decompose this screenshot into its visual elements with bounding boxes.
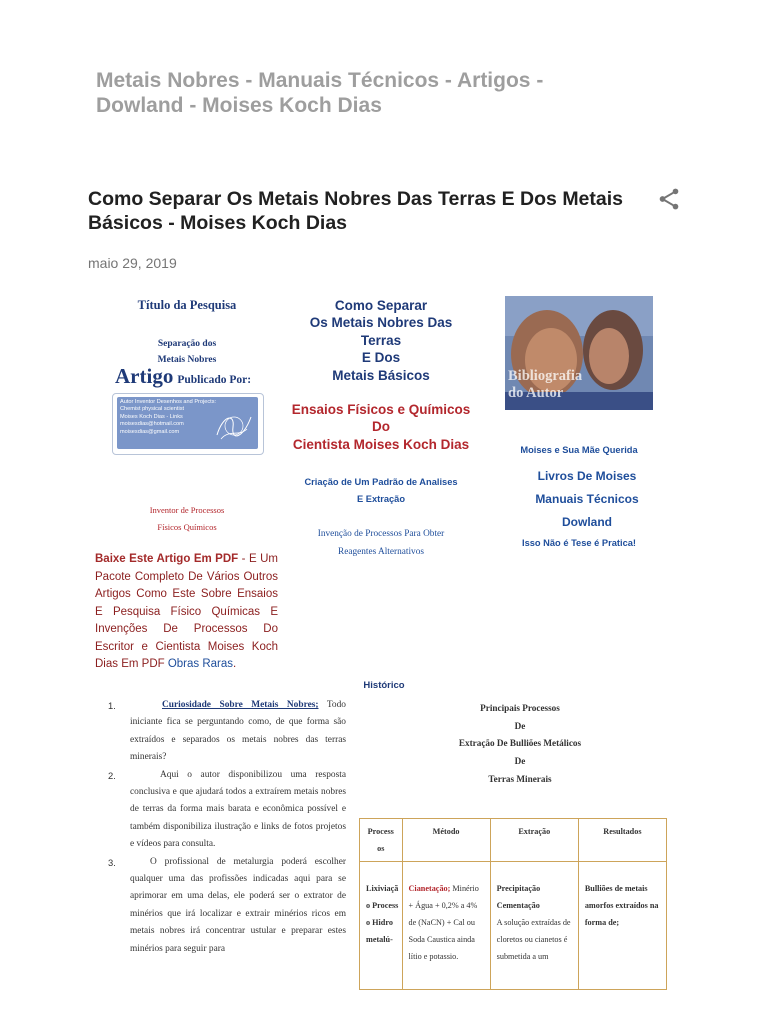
post-title-line1: Como Separar Os Metais Nobres Das Terras E Dos Metais: [88, 188, 624, 210]
research-title: Título da Pesquisa: [137, 298, 237, 312]
table-header-row: [360, 819, 667, 862]
obras-raras-link[interactable]: Obras Raras: [167, 658, 234, 670]
principais-heading: [400, 700, 640, 789]
essays-line3: Cientista Moises Koch Dias: [292, 436, 470, 452]
dowland-link[interactable]: Dowland: [562, 515, 612, 529]
pdf-download-lead[interactable]: Baixe Este Artigo Em PDF: [95, 553, 239, 565]
list-item: [96, 767, 346, 854]
cert-line1: Autor Inventor Desenhos and Projects:: [120, 399, 217, 405]
manuals-link[interactable]: Manuais Técnicos: [535, 492, 639, 506]
books-link[interactable]: Livros De Moises: [537, 469, 637, 483]
cert-line2: Chemist physical scientist: [120, 406, 185, 413]
photo-label-line2: do Autor: [508, 385, 564, 401]
share-icon[interactable]: [656, 186, 682, 212]
blog-title[interactable]: [96, 68, 656, 118]
essays-heading: [281, 401, 481, 453]
center-title-line1: Como Separar: [334, 298, 428, 313]
principais-line1: Principais Processos: [480, 703, 560, 713]
curiosity-list: [96, 697, 346, 958]
invention-line2: Reagentes Alternativos: [338, 546, 424, 557]
processes-table: [359, 818, 667, 990]
signature-mark: [213, 409, 255, 445]
artigo-label: Artigo: [115, 364, 174, 388]
table-cell-process: Lixiviação Processo Hidrometalú-: [360, 862, 403, 990]
center-title-line2: Os Metais Nobres Das: [309, 315, 453, 331]
essays-line2: Do: [372, 419, 390, 435]
list-item: [96, 854, 346, 958]
creation-line2: E Extração: [356, 494, 406, 504]
published-by-label: Publicado Por:: [177, 374, 252, 386]
invention-label: [286, 526, 476, 561]
method-text: Minério + Água + 0,2% a 4% de (NaCN) + Cal ou Soda Caustica ainda lítio e potassio.: [408, 884, 479, 961]
table-header-resultados: Resultados: [578, 819, 666, 862]
creation-line1: Criação de Um Padrão de Analises: [304, 477, 458, 487]
inventor-line2: Físicos Químicos: [157, 522, 217, 532]
center-title-line3: Terras: [360, 332, 402, 348]
author-certificate-image: [112, 393, 264, 455]
principais-line2: De: [514, 720, 526, 731]
creation-label: [286, 474, 476, 508]
post-date[interactable]: maio 29, 2019: [88, 255, 177, 271]
research-subject-line1: Separação dos: [157, 339, 217, 349]
table-header-metodo: Método: [402, 819, 490, 862]
photo-label-line1: Bibliografia: [508, 368, 583, 384]
post-title-line2: Básicos - Moises Koch Dias: [88, 212, 348, 234]
pdf-download-end: .: [233, 658, 237, 670]
principais-line3: Extração De Bulliões Metálicos: [458, 738, 582, 749]
historico-heading: Histórico: [363, 680, 405, 691]
list-item-text: Todo iniciante fica se perguntando como, de que forma são extraídos e separados os metais nobres das terras minerais?: [130, 700, 346, 763]
table-header-extracao: Extração: [490, 819, 578, 862]
extraction-text: A solução extraídas de cloretos ou cianetos é submetida a um: [496, 918, 571, 961]
list-item-lead: Curiosidade Sobre Metais Nobres;: [162, 700, 319, 710]
inventor-line1: Inventor de Processos: [149, 505, 225, 515]
table-header-processos: Process os: [360, 819, 403, 862]
cert-line5: moisesdias@gmail.com: [120, 428, 180, 435]
author-photo: [505, 296, 653, 410]
photo-caption: Moises e Sua Mãe Querida: [520, 445, 638, 455]
pdf-download-body: - E Um Pacote Completo De Vários Outros Artigos Como Este Sobre Ensaios E Pesquisa Físico Químicas E Invenções De Processos Do Escritor e Cientista Moises Koch Dias Em PDF: [95, 553, 278, 670]
essays-line1: Ensaios Físicos e Químicos: [291, 402, 471, 417]
list-item: [96, 697, 346, 767]
principais-line4: De: [514, 756, 526, 767]
table-cell-method: [402, 862, 490, 990]
list-item-number: 3.: [108, 856, 116, 868]
certificate-card: [117, 397, 258, 449]
center-title-line5: Metais Básicos: [332, 367, 430, 383]
table-cell-extraction: [490, 862, 578, 990]
table-cell-results: Bulliões de metais amorfos extraídos na forma de;: [578, 862, 666, 990]
post-title: [88, 187, 648, 235]
principais-line5: Terras Minerais: [488, 773, 552, 784]
table-row: [360, 862, 667, 990]
extraction-lead: Precipitação Cementação: [496, 884, 541, 910]
books-links[interactable]: [500, 465, 674, 534]
photo-label: [508, 368, 582, 402]
published-by: [115, 364, 275, 389]
tagline: Isso Não é Tese é Pratica!: [521, 538, 637, 548]
method-lead: Cianetação;: [408, 884, 451, 893]
cert-line3: Moises Koch Dias - Links: [120, 413, 183, 420]
share-button[interactable]: [656, 186, 682, 212]
list-item-text: O profissional de metalurgia poderá escolher qualquer uma das profissões indicadas aqui para se aprimorar em uma delas, ele poderá ser o extrator de minérios que irá localizar e extrair minérios ricos em metais nobres irá concentrar ustular e preparar estes minérios para seguir para: [130, 856, 346, 954]
center-title-line4: E Dos: [361, 350, 401, 366]
cert-line4: moisesdias@hotmail.com: [120, 421, 184, 428]
blog-title-line1[interactable]: Metais Nobres - Manuais Técnicos - Artigos -: [96, 69, 544, 92]
pdf-download-paragraph: [95, 551, 278, 674]
list-item-text: Aqui o autor disponibilizou uma resposta conclusiva e que ajudará todos a extraírem metais nobres de terras da forma mais barata e econômica possível e também disponibiliza ilustração e links de fotos projetos e vídeos para consulta.: [130, 769, 346, 850]
list-item-number: 2.: [108, 769, 116, 781]
center-title: [286, 297, 476, 384]
list-item-number: 1.: [108, 700, 116, 711]
invention-line1: Invenção de Processos Para Obter: [317, 529, 445, 539]
inventor-label: [112, 502, 262, 536]
blog-title-line2[interactable]: Dowland - Moises Koch Dias: [96, 94, 382, 117]
research-subject-line2: Metais Nobres: [157, 355, 217, 365]
